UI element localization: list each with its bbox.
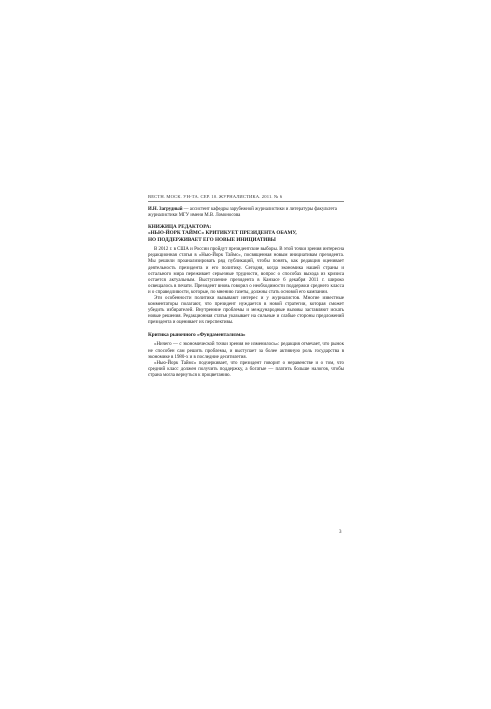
heading-line: «НЬЮ-ЙОРК ТАЙМС» КРИТИКУЕТ ПРЕЗИДЕНТА ОБАМУ, — [148, 230, 297, 237]
running-head: ВЕСТН. МОСК. УН-ТА. СЕР. 10. ЖУРНАЛИСТИКА. 2011. № 6 — [148, 194, 344, 202]
body-paragraph: В 2012 г. в США и России пройдут президентские выборы. В этой точки зрения интересна редакционная статья в «Нью-Йорк Таймс», посвященная новым инициативам президента. Мы решили проанализировать ряд публикаций, чтобы понять, как редакция оценивает деятельность президента и его политику. Сегодня, когда экономика нашей страны и остального мира переживает серьезные трудности, вопрос о способах выхода из кризиса остается актуальным. Выступление президента в Канзасе 6 декабря 2011 г. широко освещалось в печати. Президент вновь говорил о необходимости поддержки среднего класса и о справедливости, которые, по мнению газеты, должны стать основой его кампании. — [148, 247, 344, 295]
page-number: 3 — [339, 530, 342, 535]
body-paragraph: «Ничего — с экономической точки зрения не изменилось»: редакция отмечает, что рынок не способен сам решить проблемы, и выступает за более активную роль государства в экономике в 1980-х и в последние десятилетия. — [148, 342, 344, 360]
section-subheading: Критика рыночного «Фундаментализма» — [148, 332, 246, 339]
heading-line: НО ПОДДЕРЖИВАЕТ ЕГО НОВЫЕ ИНИЦИАТИВЫ — [148, 236, 276, 243]
body-paragraph: Эти особенности политики вызывают интерес и у журналистов. Многие известные комментаторы полагают, что президент нуждается в новой стратегии, которая сможет убедить избирателей. Внутренние проблемы и международные вызовы заставляют искать новые решения. Редакционная статья указывает на сильные и слабые стороны предложений президента и оценивает их перспективы. — [148, 295, 344, 326]
article-heading — [148, 224, 344, 243]
heading-line: КНИЖИЦА РЕДАКТОРА: — [148, 224, 212, 230]
author-description: — ассистент кафедры зарубежной журналистики и литературы факультета журналистики МГУ имени М.В. Ломоносова — [148, 207, 337, 218]
body-paragraph: «Нью-Йорк Таймс» подчеркивает, что президент говорит о неравенстве и о том, что средний класс должен получить поддержку, а богатые — платить больше налогов, чтобы страна могла вернуться к процветанию. — [148, 360, 344, 378]
author-note — [148, 207, 344, 219]
journal-page — [148, 194, 344, 535]
author-name: И.Н. Загрудный — [148, 207, 183, 212]
